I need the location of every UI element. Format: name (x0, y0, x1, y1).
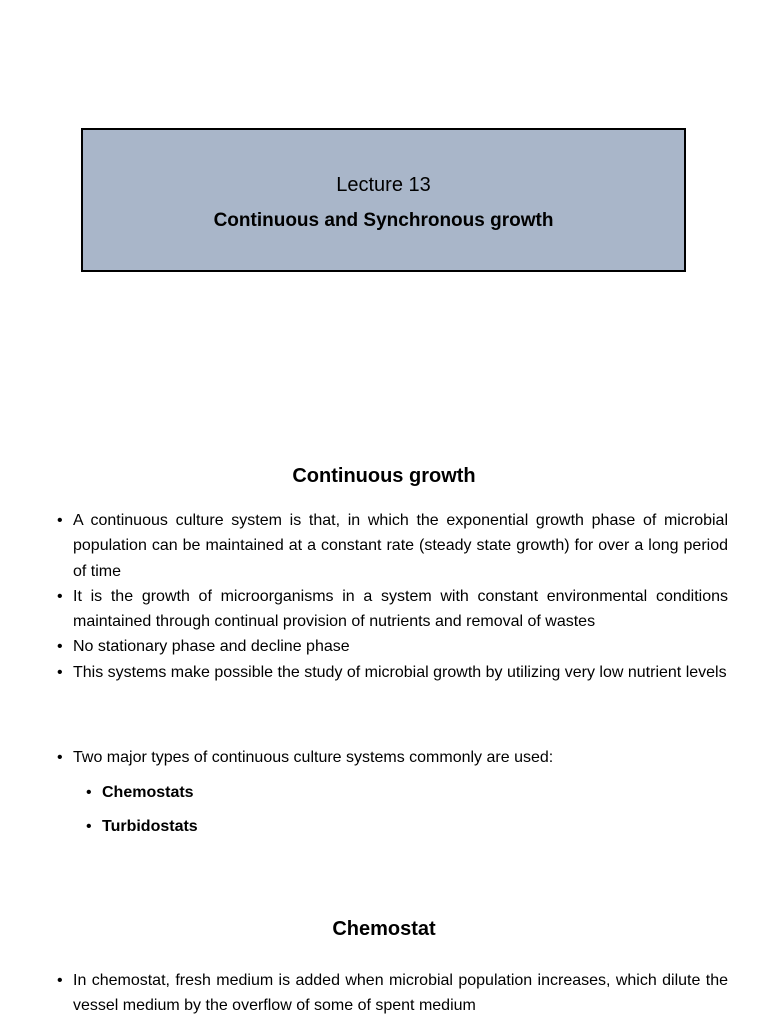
bullet-icon: • (57, 512, 63, 529)
lecture-number: Lecture 13 (336, 174, 431, 196)
list-item (57, 968, 728, 1019)
bullet-icon: • (57, 972, 63, 989)
bullet-text: This systems make possible the study of microbial growth by utilizing very low nutrient levels (73, 663, 727, 681)
bullet-text: Two major types of continuous culture systems commonly are used: (73, 749, 554, 766)
list-item (57, 745, 728, 770)
lecture-title: Continuous and Synchronous growth (213, 210, 554, 231)
chemostat-bullets (57, 968, 728, 1019)
list-item (57, 660, 728, 685)
list-item (86, 780, 198, 805)
bullet-icon: • (57, 749, 63, 766)
list-item (86, 814, 198, 839)
culture-type-turbidostats: Turbidostats (102, 818, 198, 835)
bullet-text: A continuous culture system is that, in which the exponential growth phase of microbial population can be maintained at a constant rate (steady state growth) for over a long period of time (73, 512, 728, 580)
list-item (57, 584, 728, 635)
bullet-icon: • (86, 784, 92, 801)
list-item (57, 634, 728, 659)
bullet-text: No stationary phase and decline phase (73, 638, 350, 656)
bullet-icon: • (57, 638, 63, 656)
bullet-icon: • (57, 587, 63, 605)
continuous-growth-heading: Continuous growth (292, 465, 476, 487)
chemostat-heading: Chemostat (332, 918, 436, 940)
culture-types-list (86, 780, 198, 839)
bullet-text: In chemostat, fresh medium is added when microbial population increases, which dilute the vessel medium by the overflow of some of spent medium (73, 972, 728, 1015)
culture-types-intro (57, 745, 728, 770)
continuous-growth-bullets (57, 508, 728, 685)
list-item (57, 508, 728, 584)
lecture-title-box (81, 128, 686, 272)
bullet-icon: • (86, 818, 92, 835)
bullet-text: It is the growth of microorganisms in a system with constant environmental conditions maintained through continual provision of nutrients and removal of wastes (73, 587, 728, 631)
culture-type-chemostats: Chemostats (102, 784, 194, 801)
bullet-icon: • (57, 663, 63, 681)
